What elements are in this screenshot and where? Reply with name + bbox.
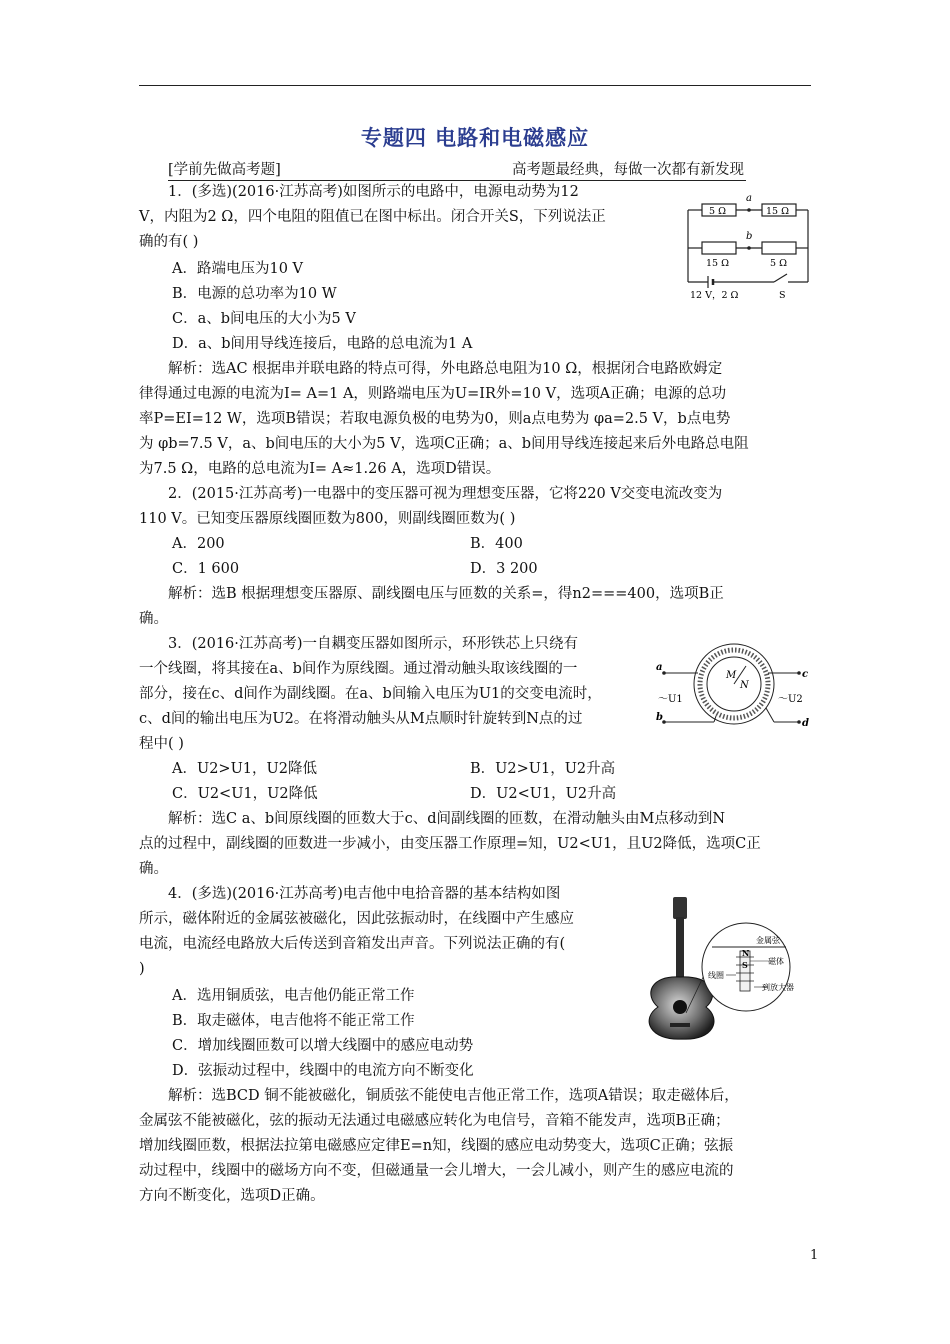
q2-option: C．1 600 <box>172 561 240 577</box>
q3-analysis: 确。 <box>139 861 168 877</box>
q4-option: C．增加线圈匝数可以增大线圈中的感应电动势 <box>172 1038 474 1054</box>
q3-option: A．U2>U1，U2降低 <box>172 761 317 777</box>
q1-option: A．路端电压为10 V <box>172 261 304 277</box>
q3-autotransformer-diagram <box>654 640 814 736</box>
q2-option: D．3 200 <box>470 561 538 577</box>
pole-s-label: S <box>742 960 748 970</box>
string-label: 金属弦 <box>756 936 780 945</box>
q1-analysis: 解析：选AC 根据串并联电路的特点可得，外电路总电阻为10 Ω，根据闭合电路欧姆定 <box>168 361 723 377</box>
pickup-inset <box>702 923 794 1011</box>
amplifier-label: 到放大器 <box>762 983 794 992</box>
coil-label: 线圈 <box>708 971 724 980</box>
point-m-label: M <box>726 670 737 681</box>
q1-option: B．电源的总功率为10 W <box>172 286 337 302</box>
q3-line: 3．(2016·江苏高考)一自耦变压器如图所示，环形铁芯上只绕有 <box>168 636 579 652</box>
q4-analysis: 解析：选BCD 铜不能被磁化，铜质弦不能使电吉他正常工作，选项A错误；取走磁体后， <box>168 1088 739 1104</box>
q1-option: D．a、b间用导线连接后，电路的总电流为1 A <box>172 336 473 352</box>
q4-line: 4．(多选)(2016·江苏高考)电吉他中电拾音器的基本结构如图 <box>168 886 561 902</box>
magnet-label: 磁体 <box>768 957 784 966</box>
q3-analysis: 点的过程中，副线圈的匝数进一步减小，由变压器工作原理=知，U2<U1，且U2降低，选项C正 <box>139 836 761 852</box>
q4-option: B．取走磁体，电吉他将不能正常工作 <box>172 1013 415 1029</box>
terminal-b-label: b <box>656 712 663 723</box>
q3-line: 部分，接在c、d间作为副线圈。在a、b间输入电压为U1的交变电流时， <box>139 686 602 702</box>
top-rule <box>139 85 811 86</box>
q3-option: D．U2<U1，U2升高 <box>470 786 617 802</box>
q4-line: 所示，磁体附近的金属弦被磁化，因此弦振动时，在线圈中产生感应 <box>139 911 574 927</box>
q4-analysis: 增加线圈匝数，根据法拉第电磁感应定律E=n知，线圈的感应电动势变大，选项C正确；弦振 <box>139 1138 734 1154</box>
q1-analysis: 率P=EI=12 W，选项B错误；若取电源负极的电势为0，则a点电势为 φa=2.5 V，b点电势 <box>139 411 731 427</box>
q4-line: ) <box>139 961 145 977</box>
q1-analysis: 为 φb=7.5 V，a、b间电压的大小为5 V，选项C正确；a、b间用导线连接起来后外电路总电阻 <box>139 436 749 452</box>
pole-n-label: N <box>742 948 750 958</box>
resistor-label: 15 Ω <box>706 258 729 269</box>
q2-option: B．400 <box>470 536 523 552</box>
subheader-left: [学前先做高考题] <box>168 162 281 178</box>
switch-label: S <box>779 290 786 301</box>
q4-guitar-pickup-figure <box>636 895 814 1041</box>
point-n-label: N <box>740 680 749 691</box>
terminal-a-label: a <box>656 662 663 673</box>
q4-analysis: 金属弦不能被磁化，弦的振动无法通过电磁感应转化为电信号，音箱不能发声，选项B正确； <box>139 1113 730 1129</box>
q1-circuit-diagram <box>684 190 814 302</box>
q4-analysis: 动过程中，线圈中的磁场方向不变，但磁通量一会儿增大，一会儿减小，则产生的感应电流的 <box>139 1163 734 1179</box>
u1-label: ～U1 <box>658 694 683 705</box>
q3-analysis: 解析：选C a、b间原线圈的匝数大于c、d间副线圈的匝数，在滑动触头由M点移动到N <box>168 811 726 827</box>
q4-option: D．弦振动过程中，线圈中的电流方向不断变化 <box>172 1063 474 1079</box>
page-number: 1 <box>810 1248 819 1263</box>
q2-line: 2．(2015·江苏高考)一电器中的变压器可视为理想变压器，它将220 V交变电流改变为 <box>168 486 723 502</box>
q3-line: c、d间的输出电压为U2。在将滑动触头从M点顺时针旋转到N点的过 <box>139 711 583 727</box>
q2-analysis: 解析：选B 根据理想变压器原、副线圈电压与匝数的关系=，得n2===400，选项B正 <box>168 586 724 602</box>
q4-analysis: 方向不断变化，选项D正确。 <box>139 1188 325 1204</box>
source-label: 12 V，2 Ω <box>690 290 739 301</box>
q2-analysis: 确。 <box>139 611 168 627</box>
q1-line: V，内阻为2 Ω，四个电阻的阻值已在图中标出。闭合开关S，下列说法正 <box>139 209 606 225</box>
q1-analysis: 为7.5 Ω，电路的总电流为I= A≈1.26 A，选项D错误。 <box>139 461 501 477</box>
q2-option: A．200 <box>172 536 225 552</box>
resistor-label: 15 Ω <box>766 206 789 217</box>
page-title: 专题四 电路和电磁感应 <box>360 126 590 150</box>
q1-option: C．a、b间电压的大小为5 V <box>172 311 356 327</box>
q3-line: 一个线圈，将其接在a、b间作为原线圈。通过滑动触头取该线圈的一 <box>139 661 578 677</box>
q3-option: B．U2>U1，U2升高 <box>470 761 616 777</box>
q2-line: 110 V。已知变压器原线圈匝数为800，则副线圈匝数为( ) <box>139 511 516 527</box>
q3-option: C．U2<U1，U2降低 <box>172 786 318 802</box>
terminal-d-label: d <box>802 718 809 729</box>
q4-line: 电流，电流经电路放大后传送到音箱发出声音。下列说法正确的有( <box>139 936 566 952</box>
terminal-c-label: c <box>802 669 809 680</box>
q1-analysis: 律得通过电源的电流为I= A=1 A，则路端电压为U=IR外=10 V，选项A正确；电源的总功 <box>139 386 727 402</box>
u2-label: ～U2 <box>778 694 803 705</box>
node-a-label: a <box>746 193 752 204</box>
subheader-right: 高考题最经典，每做一次都有新发现 <box>512 162 744 178</box>
q3-line: 程中( ) <box>139 736 184 752</box>
resistor-label: 5 Ω <box>770 258 787 269</box>
q4-option: A．选用铜质弦，电吉他仍能正常工作 <box>172 988 415 1004</box>
section-subheader <box>168 158 746 181</box>
q1-line: 确的有( ) <box>139 234 199 250</box>
resistor-label: 5 Ω <box>709 206 726 217</box>
q1-line: 1．(多选)(2016·江苏高考)如图所示的电路中，电源电动势为12 <box>168 184 579 200</box>
node-b-label: b <box>746 231 753 242</box>
